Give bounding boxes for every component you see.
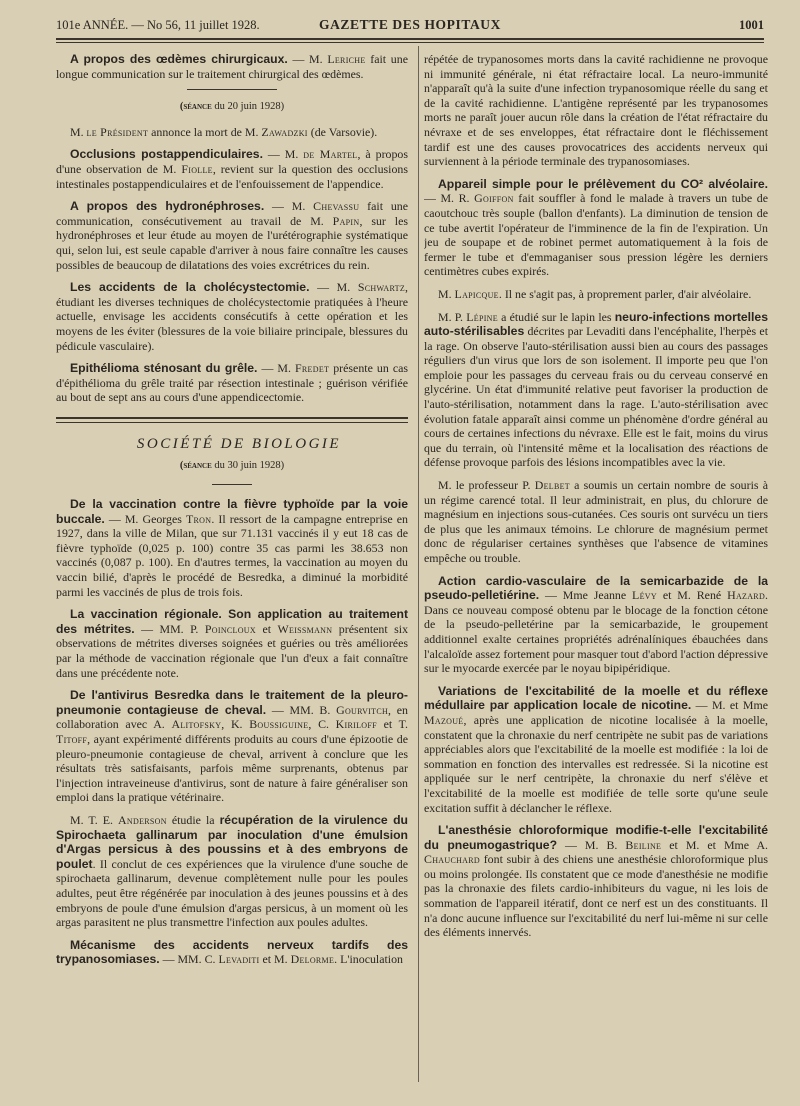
seance-heading: (séance du 20 juin 1928) bbox=[179, 101, 285, 113]
tiny-rule bbox=[212, 484, 252, 485]
article-anesthesie: L'anesthésie chloroformique modifie-t-elle l'excitabilité du pneumogastrique? — M. B. Beiline et M. et Mme A. Chauchard font subir à des chiens une anesthésie chloroformique plus ou moins prolongée. Ils constatent que ce mode d'anesthésie ne modifie pas la chronaxie des filets cardio-inhibiteurs du vague, ni les lois de sommation de l'appareil itératif, dont ce nerf est un des constituants. Il n'a donc aucune influence sur l'excitabilité du nerf lui-même ni sur celle des éléments innervés. bbox=[424, 823, 768, 940]
article-nicotine: Variations de l'excitabilité de la moelle et du réflexe médullaire par application locale de nicotine. — M. et Mme Mazoué, après une application de nicotine localisée à la moelle, constatent que la chronaxie du nerf centripète ne subit pas de variations appréciables alors que l'excitabilité de la moelle est modifiée : la loi de sommation en fonction des intervalles est redressée. Si la nicotine est appliquée sur le nerf centripète, la chronaxie du nerf s'élève et l'excitabilité de la moelle est modifiée de telle sorte qu'une seule excitation suffit à déclancher le réflexe. bbox=[424, 683, 768, 815]
short-rule bbox=[187, 89, 277, 90]
right-column bbox=[424, 52, 768, 1082]
article-lapicque: M. Lapicque. Il ne s'agit pas, à proprement parler, d'air alvéolaire. bbox=[438, 286, 752, 301]
article-cholecystectomie: Les accidents de la cholécystectomie. — M. Schwartz, étudiant les diverses techniques de cholécystectomie pratiquées à l'heure actuelle, envisage les accidents consécutifs à cette opération et les moyens de les éviter (blessures de la voie biliaire principale, blessures du pédicule vasculaire). bbox=[56, 280, 408, 353]
article-oedemes: A propos des œdèmes chirurgicaux. — M. Leriche fait une longue communication sur le traitement chirurgical des œdèmes. bbox=[56, 52, 408, 81]
left-column bbox=[56, 52, 408, 1082]
issue-info: 101e ANNÉE. — No 56, 11 juillet 1928. bbox=[56, 18, 260, 32]
page-number: 1001 bbox=[739, 18, 764, 32]
article-trypanosomiases: Mécanisme des accidents nerveux tardifs des trypanosomiases. — MM. C. Levaditi et M. Delorme. L'inoculation bbox=[56, 937, 408, 967]
section-rule-thick bbox=[56, 417, 408, 419]
header-rule-thick bbox=[56, 38, 764, 40]
journal-title: GAZETTE DES HOPITAUX bbox=[318, 17, 502, 32]
article-antivirus-besredka: De l'antivirus Besredka dans le traitement de la pleuro-pneumonie contagieuse de cheval. — MM. B. Gourvitch, en collaboration avec A. Alitofsky, K. Boussiguine, C. Kiriloff et T. Titoff, ayant expérimenté différents produits au cours d'une épizootie de pleuro-pneumonie contagieuse de cheval, arrivent à conclure que les résultats très satisfaisants, parfois même surprenants, obtenus par l'injection intraveineuse d'antivirus, sont de nature à faire généraliser son emploi dans la pratique vétérinaire. bbox=[56, 688, 408, 805]
article-occlusions: Occlusions postappendiculaires. — M. de Martel, à propos d'une observation de M. Fiolle, revient sur la question des occlusions intestinales postappendiculaires et de l'enfouissement de l'appendice. bbox=[56, 147, 408, 191]
article-delbet: M. le professeur P. Delbet a soumis un certain nombre de souris à un régime carencé total. Il leur administrait, en plus, du chlorure de magnésium en injections sous-cutanées. Ces souris ont survécu un tiers de plus que les animaux témoins. Le chlorure de magnésium permet donc de régulariser certaines synthèses que l'absence de vitamines empêche ou trouble. bbox=[424, 478, 768, 565]
article-neuro-infections: M. P. Lépine a étudié sur le lapin les neuro-infections mortelles auto-stérilisables décrites par Levaditi dans l'encéphalite, l'herpès et la rage. On observe l'auto-stérilisation aussi bien au cours des passages réguliers d'un virus que lors de son isolement. Il importe peu que l'on emploie pour les passages du cerveau frais ou du cerveau conservé en glycérine. Un état d'immunité relative peut favoriser la production de l'auto-stérilisation, notamment dans la rage. L'auto-stérilisation avec évolution fatale apparaît ainsi comme un phénomène d'ordre général au cours de certaines infections du névraxe. Elle est le fait, moins du virus que du terrain, où l'intensité même et la localisation des réactions de défense provoque parfois des lésions incompatibles avec la vie. bbox=[424, 309, 768, 470]
article-spirochaeta: M. T. E. Anderson étudie la récupération de la virulence du Spirochaeta gallinarum par inoculation d'une émulsion d'Argas persicus à des poussins et à des embryons de poulet. Il conclut de ces expériences que la virulence d'une souche de spirochaeta gallinarum, devenue complètement nulle pour les poules adultes, peut être régénérée par inoculation à des jeunes poussins et à des embryons de poule d'une émulsion d'argas persicus, à un moment où les argas parasitent ne plus transmettre l'infection aux poules adultes. bbox=[56, 812, 408, 930]
header-rule-thin bbox=[56, 42, 764, 43]
section-seance: (séance du 30 juin 1928) bbox=[179, 460, 285, 472]
section-rule-thin bbox=[56, 422, 408, 423]
article-president: M. le Président annonce la mort de M. Zawadzki (de Varsovie). bbox=[70, 124, 378, 139]
article-hydronephroses: A propos des hydronéphroses. — M. Chevassu fait une communication, consécutivement au travail de M. Papin, sur les hydronéphroses et leur étude au moyen de l'urétérographie systématique qui, selon lui, est seule capable d'arriver à nous faire connaître les causes possibles de beaucoup de dilatations des voies excrétrices du rein. bbox=[56, 199, 408, 272]
article-appareil-co2: Appareil simple pour le prélèvement du CO² alvéolaire. — M. R. Goiffon fait souffler à fond le malade à travers un tube de caoutchouc très souple (ballon d'enfants). La diminution de tension de ce tube avertit l'opérateur de l'imminence de la fin de l'expiration. Un jeu de soupape et de robinet permet automatiquement à la fois de fermer le tube et d'emmaganiser sous pression légère les derniers centimètres cubes expirés. bbox=[424, 176, 768, 279]
column-divider bbox=[418, 46, 419, 1082]
article-epithelioma: Epithélioma sténosant du grêle. — M. Fredet présente un cas d'épithélioma du grêle traité par résection intestinale ; guérison vérifiée au bout de sept ans au cours d'une appendicectomie. bbox=[56, 361, 408, 405]
article-trypanosomiases-cont: répétée de trypanosomes morts dans la cavité rachidienne ne provoque ni immunité générale, ni état réfractaire local. La neuro-immunité n'apparaît qu'à la suite d'une infection trypanosomique réelle du sang et de la cavité rachidienne. L'antigène représenté par les trypanosomes morts ne paraît jouer aucun rôle dans la création de l'état réfractaire du névraxe et de ses enveloppes, état réfractaire dont le fléchissement tardif est une des causes provocatrices des accidents nerveux qui surviennent à la période terminale des trypanosomiases. bbox=[424, 52, 768, 169]
section-title: SOCIÉTÉ DE BIOLOGIE bbox=[136, 435, 342, 452]
article-vaccination-regionale: La vaccination régionale. Son application au traitement des métrites. — MM. P. Poincloux et Weissmann présentent six observations de métrites diverses soignées et guéries ou très améliorées par la méthode de vaccination régionale que l'un d'eux a fait connaître dans une précédente note. bbox=[56, 607, 408, 680]
article-semicarbazide: Action cardio-vasculaire de la semicarbazide de la pseudo-pelletiérine. — Mme Jeanne Lévy et M. René Hazard. Dans ce nouveau composé obtenu par le blocage de la fonction cétone de la pseudo-pelletérine par la semicarbazide, le groupement additionnel exalte certaines propriétés adrénalíniques ébauchées dans l'alcaloïde assez fortement pour masquer tout d'abord l'action dépressive sur le myocarde exercée par le noyau bipipéridique. bbox=[424, 573, 768, 676]
article-vaccination-typhoide: De la vaccination contre la fièvre typhoïde par la voie buccale. — M. Georges Tron. Il ressort de la campagne entreprise en 1927, dans la ville de Milan, que sur 71.131 vaccinés il y eut 18 cas de fièvre typhoïde (0,025 p. 100) contre 35 cas parmi les 38.653 non vaccinés (0,087 p. 100). En d'autres termes, la vaccination au moyen du vaccin bilié, d'après le procédé de Besredka, a diminué la morbidité parmi les vaccinés de plus de trois fois. bbox=[56, 497, 408, 599]
page-header bbox=[56, 14, 764, 36]
